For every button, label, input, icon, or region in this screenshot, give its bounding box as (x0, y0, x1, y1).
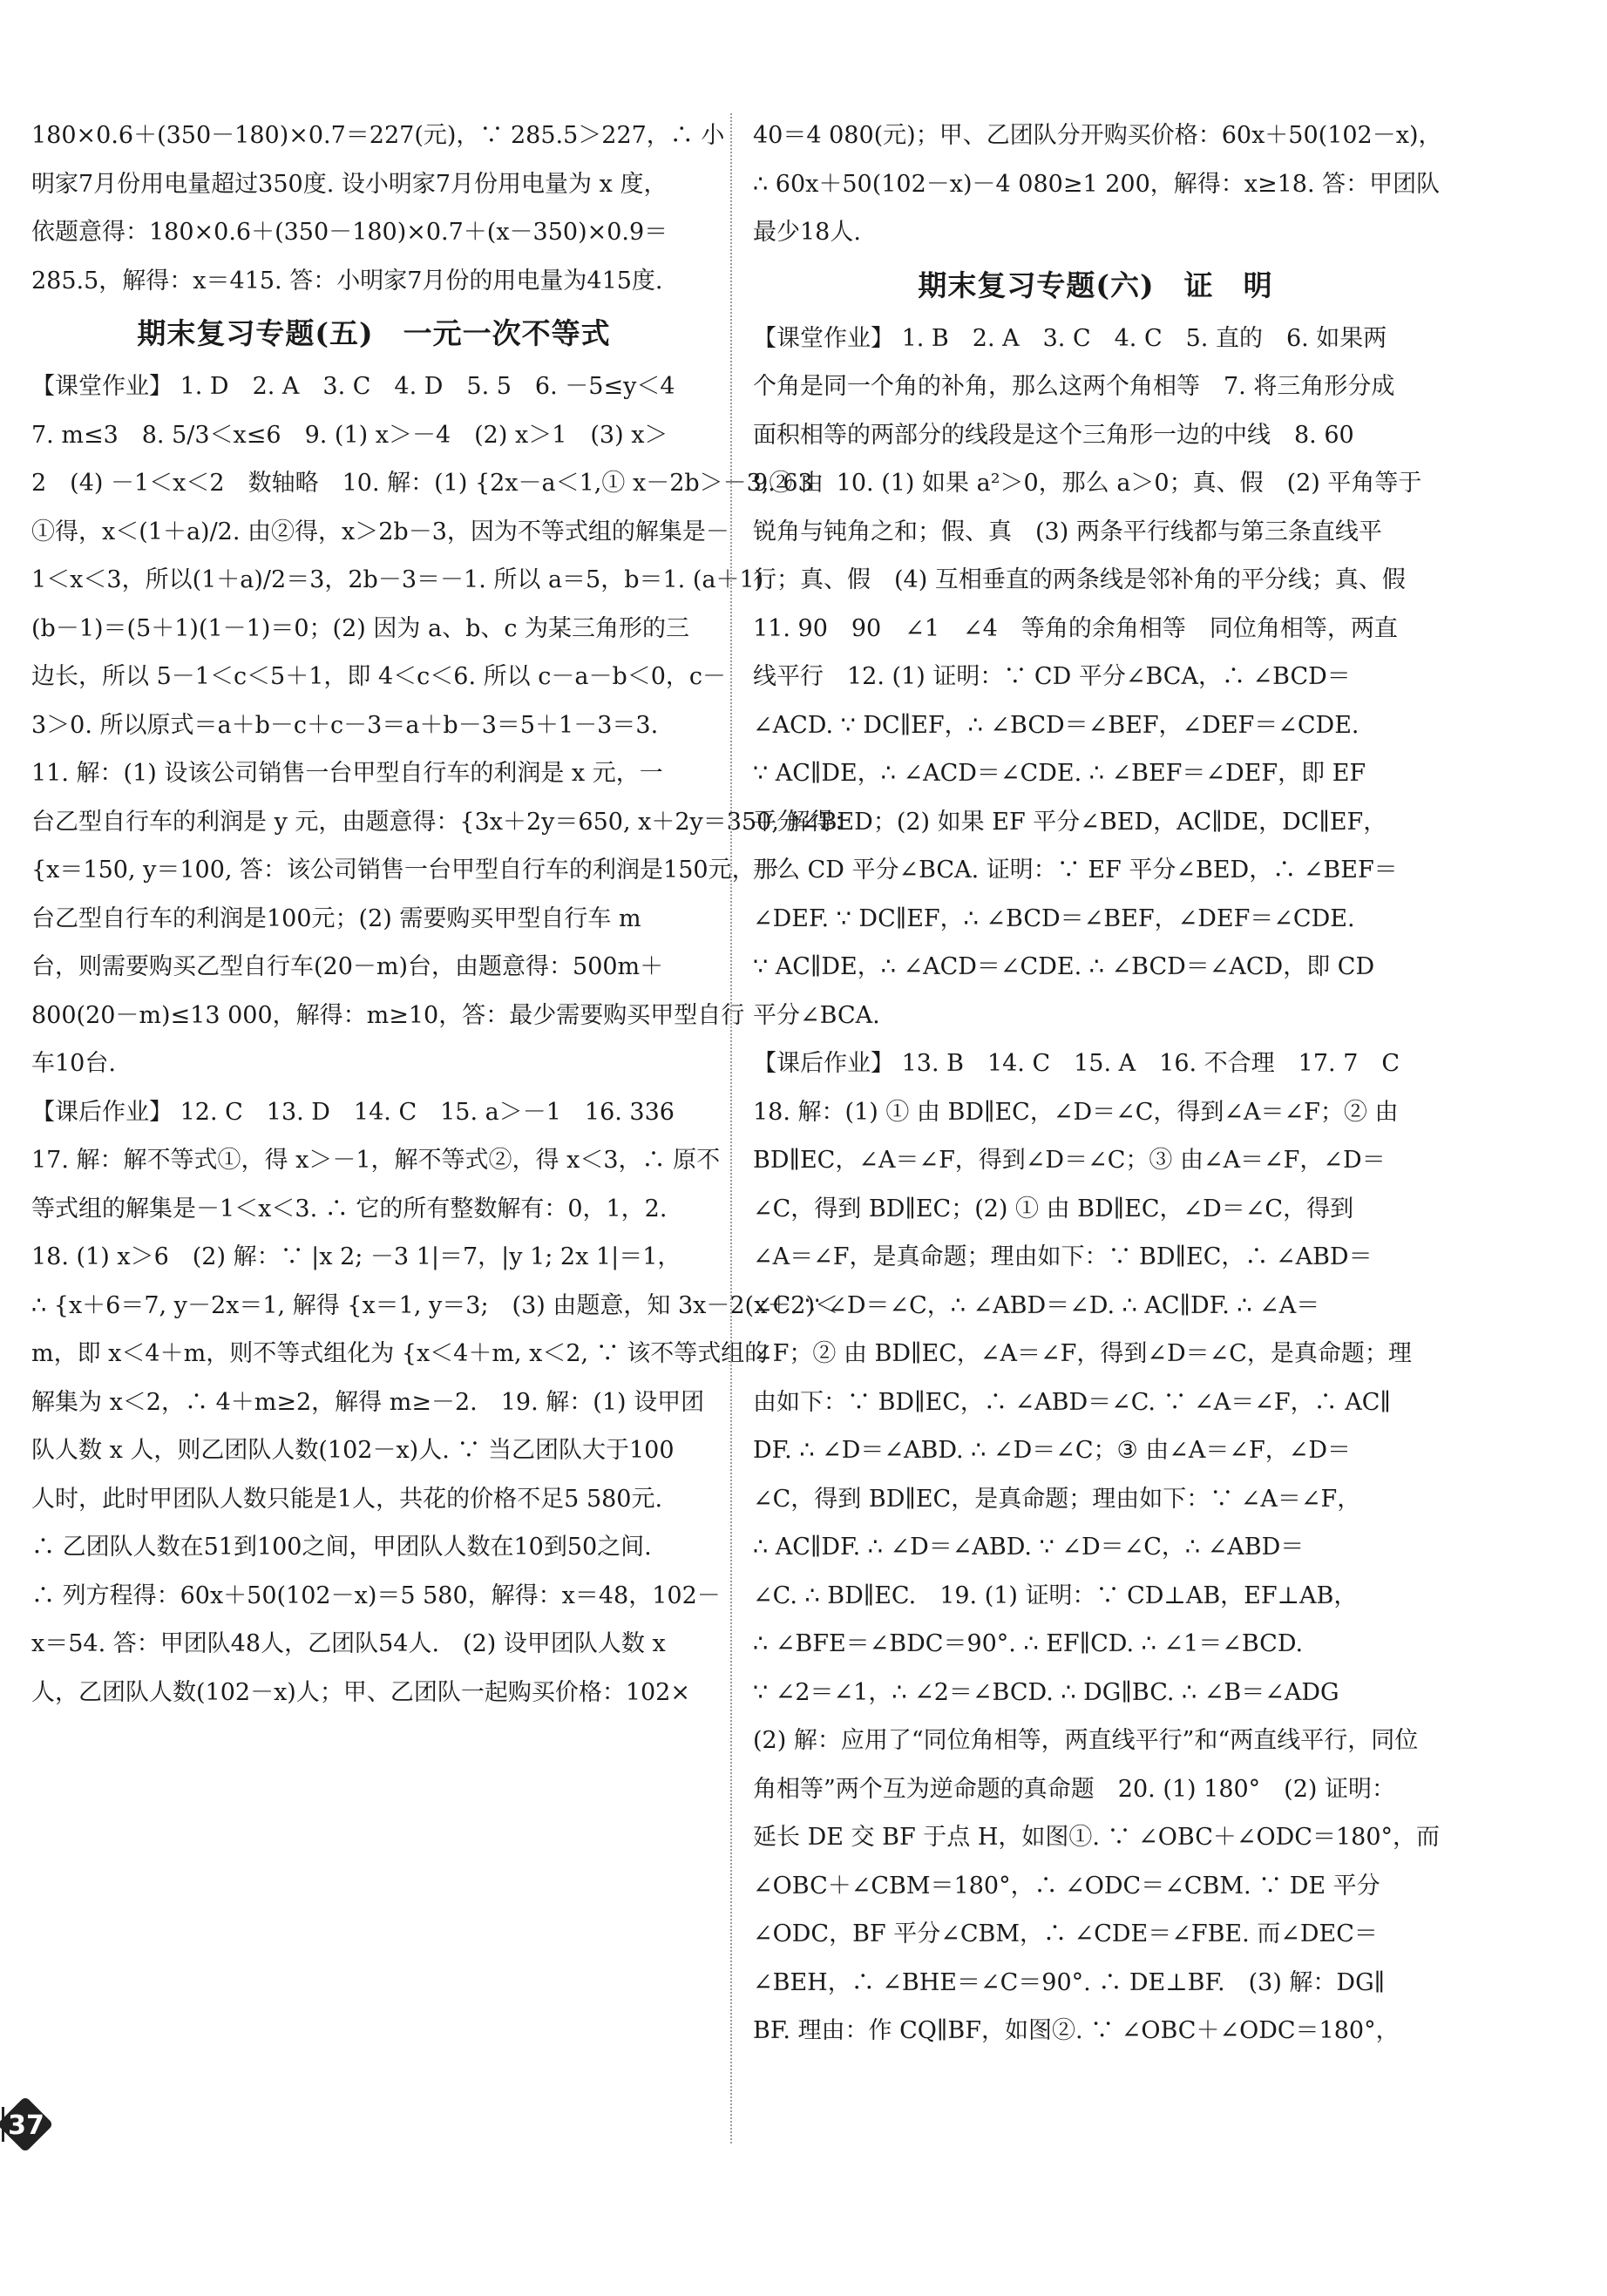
text-line: ∠ACD. ∵ DC∥EF，∴ ∠BCD＝∠BEF，∠DEF＝∠CDE. (753, 711, 1360, 739)
text-line: 7. m≤3 8. 5/3＜x≤6 9. (1) x＞－4 (2) x＞1 (3) x＞ (31, 421, 668, 449)
text-line: 18. (1) x＞6 (2) 解：∵ |x 2; －3 1|＝7，|y 1; 2x 1|＝1， (31, 1243, 681, 1270)
text-line: x＝54. 答：甲团队48人，乙团队54人. (2) 设甲团队人数 x (31, 1630, 666, 1657)
text-line: ∠C. ∵ ∠D＝∠C，∴ ∠ABD＝∠D. ∴ AC∥DF. ∴ ∠A＝ (753, 1291, 1320, 1319)
text-line: 1＜x＜3，所以(1＋a)/2＝3，2b－3＝－1. 所以 a＝5，b＝1. (a＋1) (31, 566, 764, 593)
text-line: ∵ ∠2＝∠1，∴ ∠2＝∠BCD. ∴ DG∥BC. ∴ ∠B＝∠ADG (753, 1678, 1339, 1706)
text-line: ∴ 乙团队人数在51到100之间，甲团队人数在10到50之间. (31, 1534, 652, 1561)
text-line: 285.5，解得：x＝415. 答：小明家7月份的用电量为415度. (31, 267, 663, 295)
text-line: 台乙型自行车的利润是100元；(2) 需要购买甲型自行车 m (31, 904, 641, 932)
text-line: ∠C，得到 BD∥EC，是真命题；理由如下：∵ ∠A＝∠F， (753, 1485, 1361, 1513)
text-line: ∠C，得到 BD∥EC；(2) ① 由 BD∥EC，∠D＝∠C，得到 (753, 1195, 1354, 1223)
text-line: 个角是同一个角的补角，那么这两个角相等 7. 将三角形分成 (753, 373, 1395, 400)
text-line: BD∥EC，∠A＝∠F，得到∠D＝∠C；③ 由∠A＝∠F，∠D＝ (753, 1147, 1386, 1174)
text-line: 180×0.6＋(350－180)×0.7＝227(元)，∵ 285.5＞227，∴ 小 (31, 122, 725, 149)
text-line: ∠ODC，BF 平分∠CBM，∴ ∠CDE＝∠FBE. 而∠DEC＝ (753, 1920, 1378, 1947)
page-number: 37 (8, 2110, 44, 2141)
text-line: 9. 63 10. (1) 如果 a²＞0，那么 a＞0；真、假 (2) 平角等于 (753, 470, 1422, 497)
text-line: 人时，此时甲团队人数只能是1人，共花的价格不足5 580元. (31, 1485, 663, 1513)
text-line: 18. 解：(1) ① 由 BD∥EC，∠D＝∠C，得到∠A＝∠F；② 由 (753, 1098, 1399, 1126)
text-line: ∠C. ∴ BD∥EC. 19. (1) 证明：∵ CD⊥AB，EF⊥AB， (753, 1581, 1358, 1609)
text-line: 17. 解：解不等式①，得 x＞－1，解不等式②，得 x＜3，∴ 原不 (31, 1147, 721, 1174)
text-line: BF. 理由：作 CQ∥BF，如图②. ∵ ∠OBC＋∠ODC＝180°， (753, 2017, 1400, 2044)
text-line: ∴ AC∥DF. ∴ ∠D＝∠ABD. ∵ ∠D＝∠C，∴ ∠ABD＝ (753, 1534, 1305, 1561)
text-line: {x＝150, y＝100, 答：该公司销售一台甲型自行车的利润是150元，一 (31, 857, 779, 884)
text-line: ∵ AC∥DE，∴ ∠ACD＝∠CDE. ∴ ∠BEF＝∠DEF，即 EF (753, 760, 1366, 787)
text-line: 延长 DE 交 BF 于点 H，如图①. ∵ ∠OBC＋∠ODC＝180°，而 (753, 1824, 1440, 1851)
section-title-5: 期末复习专题(五) 一元一次不等式 (137, 316, 611, 350)
text-line: 边长，所以 5－1＜c＜5＋1，即 4＜c＜6. 所以 c－a－b＜0，c－ (31, 663, 727, 690)
text-line: ∠DEF. ∵ DC∥EF，∴ ∠BCD＝∠BEF，∠DEF＝∠CDE. (753, 904, 1355, 932)
text-line: ∠OBC＋∠CBM＝180°，∴ ∠ODC＝∠CBM. ∵ DE 平分 (753, 1872, 1380, 1900)
text-line: 2 (4) －1＜x＜2 数轴略 10. 解：(1) {2x－a＜1,① x－2b＞－3,② 由 (31, 470, 824, 497)
text-line: 平分∠BED；(2) 如果 EF 平分∠BED，AC∥DE，DC∥EF， (753, 808, 1387, 836)
text-line: ∠F；② 由 BD∥EC，∠A＝∠F，得到∠D＝∠C，是真命题；理 (753, 1340, 1412, 1367)
text-line: 依题意得：180×0.6＋(350－180)×0.7＋(x－350)×0.9＝ (31, 219, 668, 246)
text-line: (2) 解：应用了“同位角相等，两直线平行”和“两直线平行，同位 (753, 1727, 1419, 1754)
text-line: 人，乙团队人数(102－x)人；甲、乙团队一起购买价格：102× (31, 1678, 690, 1706)
text-line: 等式组的解集是－1＜x＜3. ∴ 它的所有整数解有：0，1，2. (31, 1195, 668, 1223)
text-line: ∴ 列方程得：60x＋50(102－x)＝5 580，解得：x＝48，102－ (31, 1581, 721, 1609)
text-line: DF. ∴ ∠D＝∠ABD. ∴ ∠D＝∠C；③ 由∠A＝∠F，∠D＝ (753, 1437, 1352, 1464)
column-divider (730, 113, 732, 2144)
text-line: m，即 x＜4＋m，则不等式组化为 {x＜4＋m, x＜2, ∵ 该不等式组的 (31, 1340, 769, 1367)
text-line: 【课后作业】 12. C 13. D 14. C 15. a＞－1 16. 336 (31, 1098, 675, 1126)
section-title-6: 期末复习专题(六) 证 明 (918, 268, 1273, 302)
text-line: 平分∠BCA. (753, 1001, 880, 1029)
text-line: 台乙型自行车的利润是 y 元，由题意得：{3x＋2y＝650, x＋2y＝350, 解得： (31, 808, 858, 836)
text-line: 明家7月份用电量超过350度. 设小明家7月份用电量为 x 度， (31, 170, 668, 198)
text-line: 最少18人. (753, 219, 861, 246)
text-line: 面积相等的两部分的线段是这个三角形一边的中线 8. 60 (753, 421, 1354, 449)
right-column (753, 112, 1442, 2056)
text-line: 11. 解：(1) 设该公司销售一台甲型自行车的利润是 x 元，一 (31, 760, 663, 787)
text-line: ∠BEH，∴ ∠BHE＝∠C＝90°. ∴ DE⊥BF. (3) 解：DG∥ (753, 1968, 1386, 1996)
text-line: 由如下：∵ BD∥EC，∴ ∠ABD＝∠C. ∵ ∠A＝∠F，∴ AC∥ (753, 1388, 1391, 1416)
text-line: 台，则需要购买乙型自行车(20－m)台，由题意得：500m＋ (31, 953, 664, 980)
text-line: ①得，x＜(1＋a)/2. 由②得，x＞2b－3，因为不等式组的解集是－ (31, 518, 729, 545)
text-line: 11. 90 90 ∠1 ∠4 等角的余角相等 同位角相等，两直 (753, 614, 1398, 642)
text-line: 40＝4 080(元)；甲、乙团队分开购买价格：60x＋50(102－x)， (753, 122, 1442, 149)
text-line: 3＞0. 所以原式＝a＋b－c＋c－3＝a＋b－3＝5＋1－3＝3. (31, 711, 659, 739)
text-line: 800(20－m)≤13 000，解得：m≥10，答：最少需要购买甲型自行 (31, 1001, 745, 1029)
text-line: ∵ AC∥DE，∴ ∠ACD＝∠CDE. ∴ ∠BCD＝∠ACD，即 CD (753, 953, 1375, 980)
text-line: 角相等”两个互为逆命题的真命题 20. (1) 180° (2) 证明： (753, 1775, 1396, 1803)
text-line: 车10台. (31, 1050, 116, 1077)
text-line: ∠A＝∠F，是真命题；理由如下：∵ BD∥EC，∴ ∠ABD＝ (753, 1243, 1373, 1270)
text-line: 线平行 12. (1) 证明：∵ CD 平分∠BCA，∴ ∠BCD＝ (753, 663, 1351, 690)
text-line: 那么 CD 平分∠BCA. 证明：∵ EF 平分∠BED，∴ ∠BEF＝ (753, 857, 1398, 884)
text-line: (b－1)＝(5＋1)(1－1)＝0；(2) 因为 a、b、c 为某三角形的三 (31, 614, 690, 642)
text-line: ∴ 60x＋50(102－x)－4 080≥1 200，解得：x≥18. 答：甲团队 (753, 170, 1441, 198)
text-line: 【课后作业】 13. B 14. C 15. A 16. 不合理 17. 7 C (753, 1050, 1400, 1077)
text-line: ∴ ∠BFE＝∠BDC＝90°. ∴ EF∥CD. ∴ ∠1＝∠BCD. (753, 1630, 1304, 1657)
text-line: ∴ {x＋6＝7, y－2x＝1, 解得 {x＝1, y＝3; (3) 由题意，知 3x－2(x＋2)＜ (31, 1291, 839, 1319)
text-line: 【课堂作业】 1. D 2. A 3. C 4. D 5. 5 6. －5≤y＜4 (31, 373, 675, 400)
text-line: 锐角与钝角之和；假、真 (3) 两条平行线都与第三条直线平 (753, 518, 1382, 545)
text-line: 解集为 x＜2，∴ 4＋m≥2，解得 m≥－2. 19. 解：(1) 设甲团 (31, 1388, 705, 1416)
text-line: 【课堂作业】 1. B 2. A 3. C 4. C 5. 直的 6. 如果两 (753, 324, 1387, 352)
text-line: 队人数 x 人，则乙团队人数(102－x)人. ∵ 当乙团队大于100 (31, 1437, 675, 1464)
text-line: 行；真、假 (4) 互相垂直的两条线是邻补角的平分线；真、假 (753, 566, 1406, 593)
